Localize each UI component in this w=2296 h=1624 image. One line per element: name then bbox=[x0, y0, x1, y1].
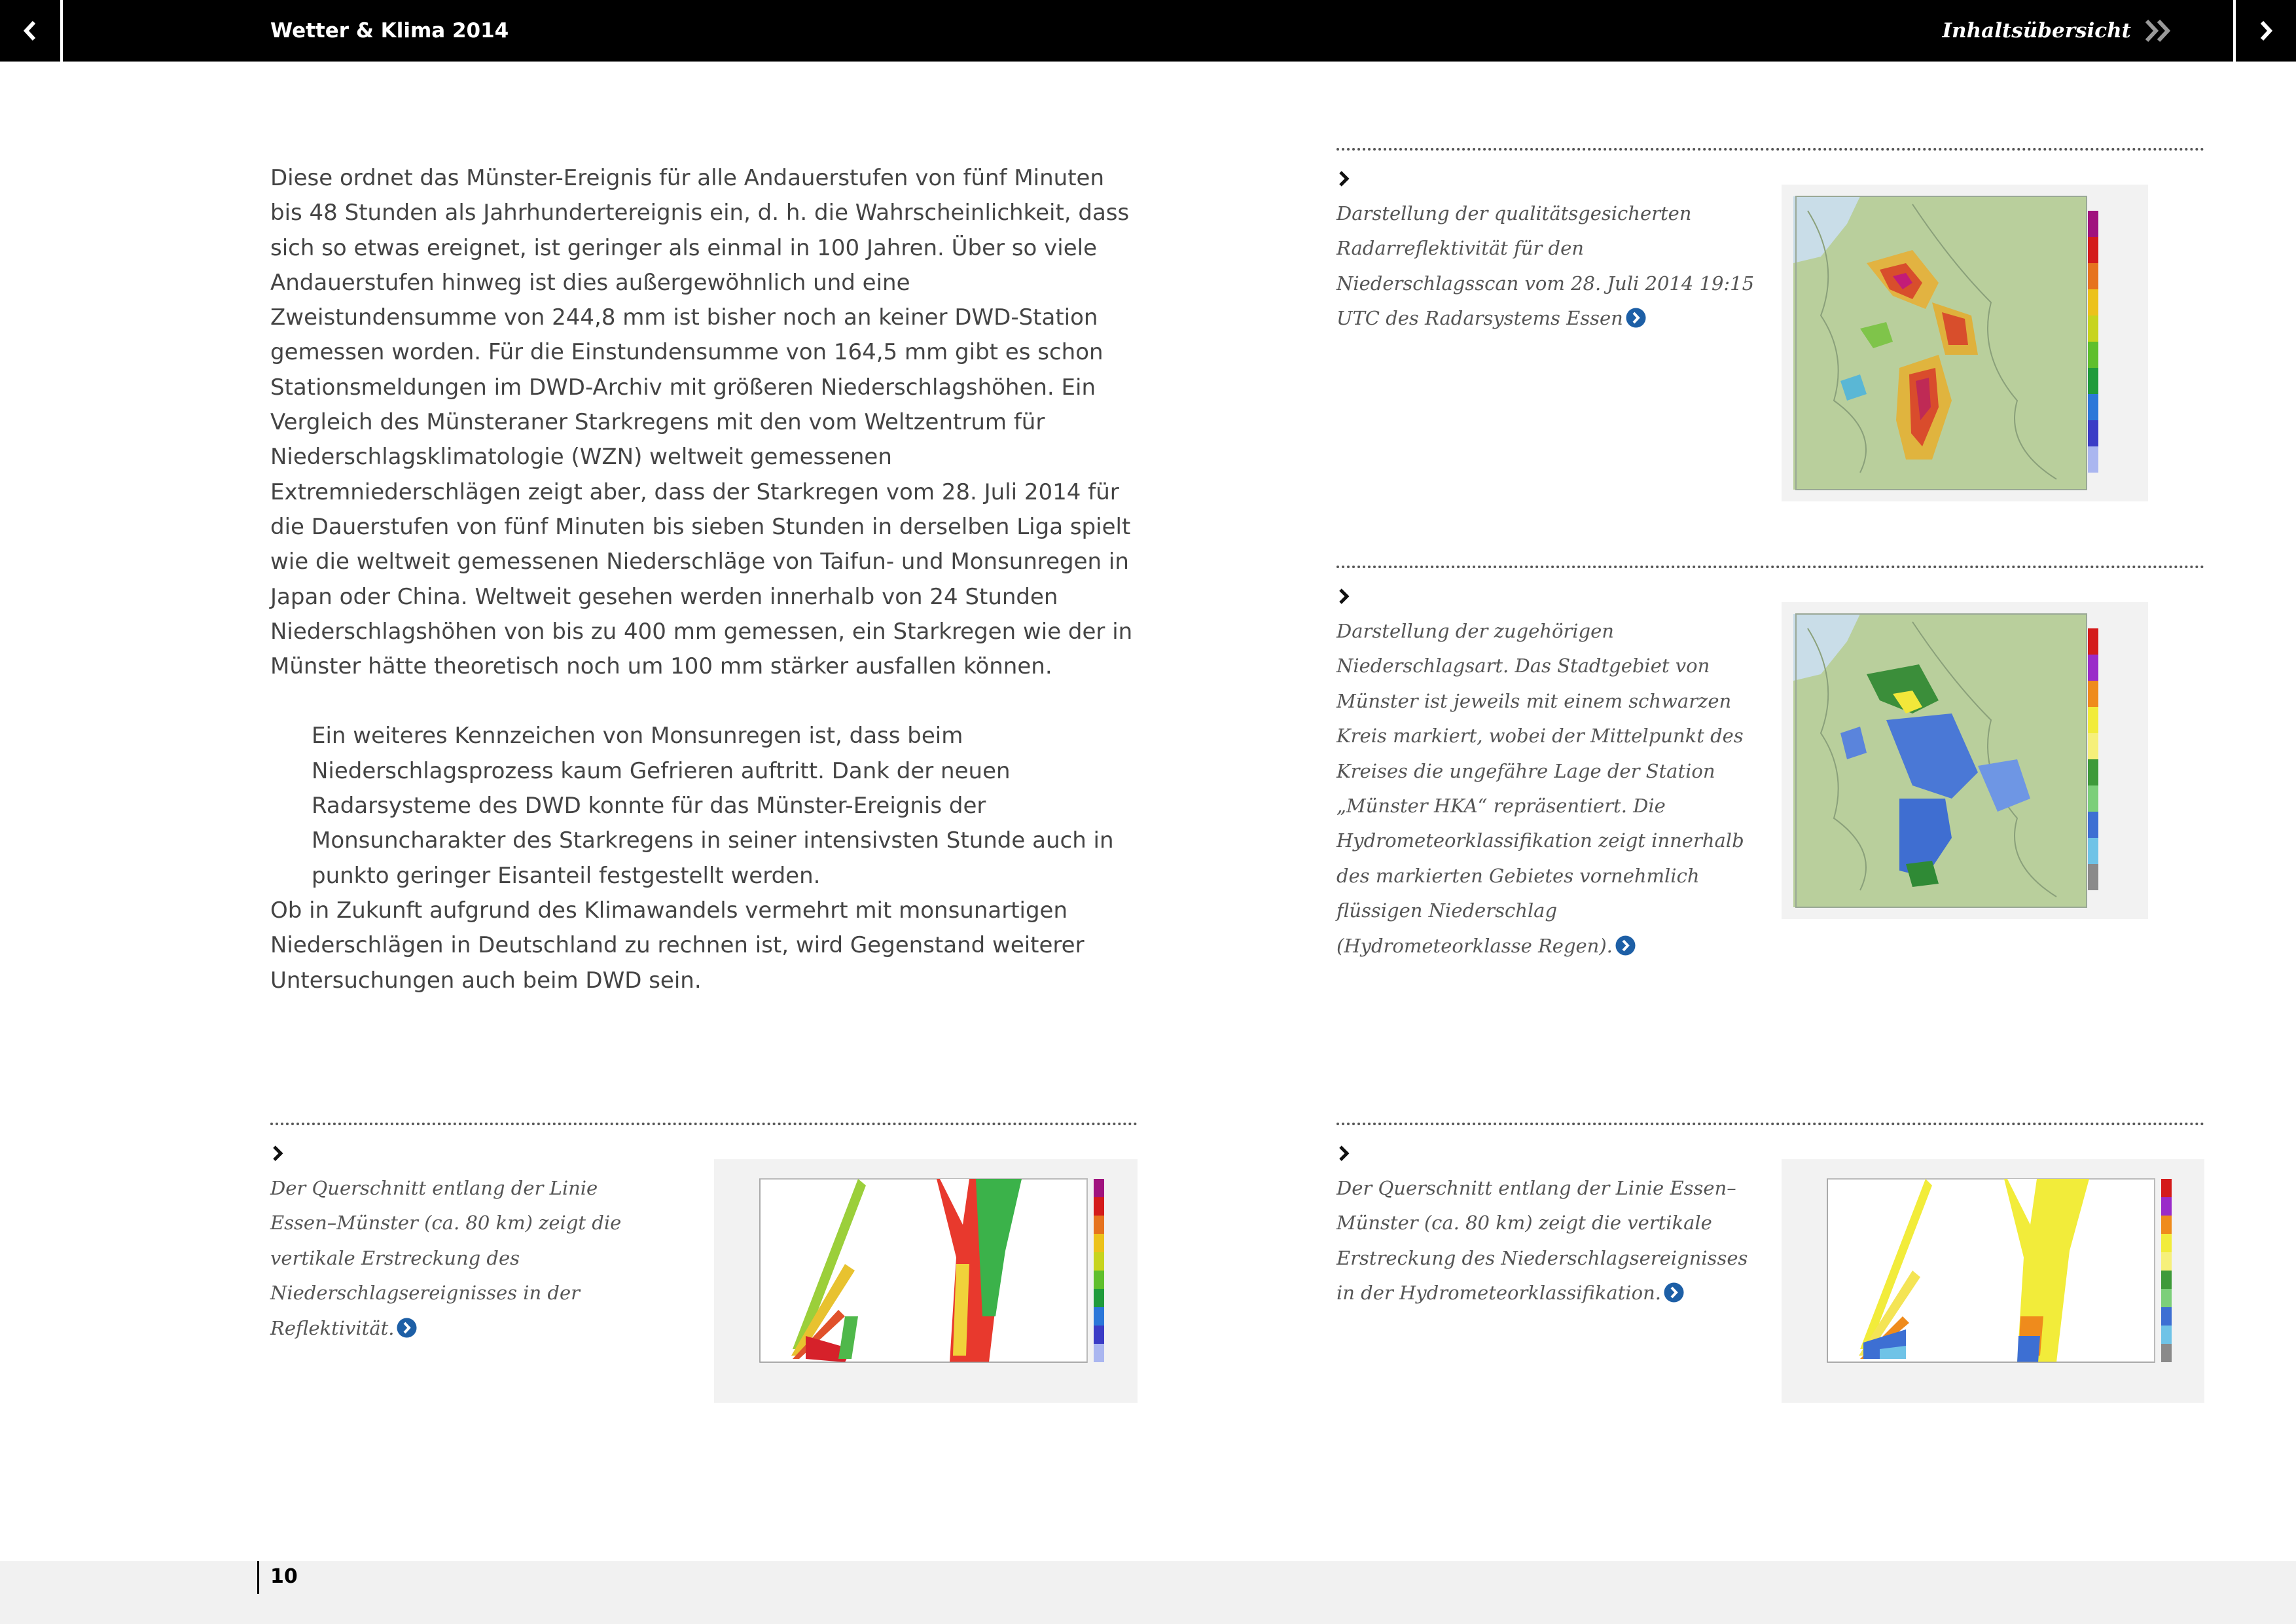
figure-cross-section-hydrometeor bbox=[1336, 1123, 2204, 1404]
footer-bar bbox=[0, 1561, 2296, 1624]
figure-cross-section-reflectivity bbox=[270, 1123, 1138, 1404]
table-of-contents-link[interactable]: Inhaltsübersicht bbox=[1942, 19, 2131, 43]
circle-arrow-icon[interactable] bbox=[1664, 1282, 1684, 1303]
paragraph-1: Diese ordnet das Münster-Ereignis für alle Andauerstufen von fünf Minuten bis 48 Stunden als Jahrhundertereignis ein, d. h. die Wahrscheinlichkeit, dass sich so etwas ereignet, ist geringer als einmal in 100 Jahren. Über so viele Andauerstufen hinweg ist dies außergewöhnlich und eine Zweistundensumme von 244,8 mm ist bisher noch an keiner DWD-Station gemessen worden. Für die Einstundensumme von 164,5 mm gibt es schon Stationsmeldungen im DWD-Archiv mit größeren Niederschlagshöhen. Ein Vergleich des Münsteraner Starkregens mit den vom Weltzentrum für Niederschlagsklimatologie (WZN) weltweit gemessenen Extremniederschlägen zeigt aber, dass der Starkregen vom 28. Juli 2014 für die Dauerstufen von fünf Minuten bis sieben Stunden in derselben Liga spielt wie die weltweit gemessenen Niederschläge von Taifun- und Monsunregen in Japan oder China. Weltweit gesehen werden innerhalb von 24 Stunden Niederschlagshöhen von bis zu 400 mm gemessen, ein Starkregen wie der in Münster hätte theoretisch noch um 100 mm stärker ausfallen können. bbox=[270, 165, 1133, 680]
figure-caption: Der Querschnitt entlang der Linie Essen–Münster (ca. 80 km) zeigt die vertikale Erstreckung des Niederschlagsereignisses in der Reflektivität. bbox=[270, 1177, 622, 1339]
chevron-right-icon bbox=[270, 1144, 286, 1163]
radar-reflectivity-map bbox=[1782, 185, 2148, 501]
figure-caption: Darstellung der qualitätsgesicherten Radarreflektivität für den Niederschlagsscan vom 28. Juli 2014 19:15 UTC des Radarsystems Essen bbox=[1336, 202, 1755, 330]
article-text bbox=[270, 161, 1141, 998]
dotted-divider bbox=[1336, 148, 2204, 151]
circle-arrow-icon[interactable] bbox=[397, 1318, 417, 1338]
dotted-divider bbox=[1336, 1123, 2204, 1125]
chevron-right-icon bbox=[1336, 169, 1352, 189]
dotted-divider bbox=[1336, 566, 2204, 568]
cross-section-hydrometeor-plot bbox=[1782, 1159, 2204, 1403]
double-chevron-right-icon[interactable] bbox=[2143, 14, 2174, 47]
circle-arrow-icon[interactable] bbox=[1626, 308, 1646, 328]
figure-radar-reflectivity bbox=[1336, 148, 2204, 501]
figure-caption: Darstellung der zugehörigen Niederschlagsart. Das Stadtgebiet von Münster ist jeweils mit einem schwarzen Kreis markiert, wobei der Mittelpunkt des Kreises die ungefähre Lage der Station „Münster HKA“ repräsentiert. Die Hydrometeorklassifikation zeigt innerhalb des markierten Gebietes vornehmlich flüssigen Niederschlag (Hydrometeorklasse Regen). bbox=[1336, 620, 1744, 957]
next-page-button[interactable] bbox=[2233, 0, 2296, 62]
chevron-right-icon bbox=[1336, 586, 1352, 606]
document-title: Wetter & Klima 2014 bbox=[270, 19, 509, 43]
figure-caption: Der Querschnitt entlang der Linie Essen–Münster (ca. 80 km) zeigt die vertikale Erstreckung des Niederschlagsereignisses in der Hydrometeorklassifikation. bbox=[1336, 1177, 1748, 1305]
chevron-right-icon bbox=[2257, 20, 2274, 42]
chevron-left-icon bbox=[22, 20, 39, 42]
paragraph-3: Ob in Zukunft aufgrund des Klimawandels vermehrt mit monsunartigen Niederschlägen in Deutschland zu rechnen ist, wird Gegenstand weiterer Untersuchungen auch beim DWD sein. bbox=[270, 897, 1085, 994]
paragraph-2: Ein weiteres Kennzeichen von Monsunregen ist, dass beim Niederschlagsprozess kaum Gefrieren auftritt. Dank der neuen Radarsysteme des DWD konnte für das Münster-Ereignis der Monsuncharakter des Starkregens in seiner intensivsten Stunde auch in punkto geringer Eisanteil festgestellt werden. bbox=[312, 723, 1114, 889]
chevron-right-icon bbox=[1336, 1144, 1352, 1163]
previous-page-button[interactable] bbox=[0, 0, 63, 62]
page-number: 10 bbox=[270, 1565, 298, 1588]
precipitation-type-map bbox=[1782, 602, 2148, 919]
footer-divider bbox=[257, 1561, 259, 1594]
cross-section-reflectivity-plot bbox=[714, 1159, 1138, 1403]
dotted-divider bbox=[270, 1123, 1138, 1125]
figure-precipitation-type bbox=[1336, 566, 2204, 971]
circle-arrow-icon[interactable] bbox=[1615, 935, 1636, 956]
